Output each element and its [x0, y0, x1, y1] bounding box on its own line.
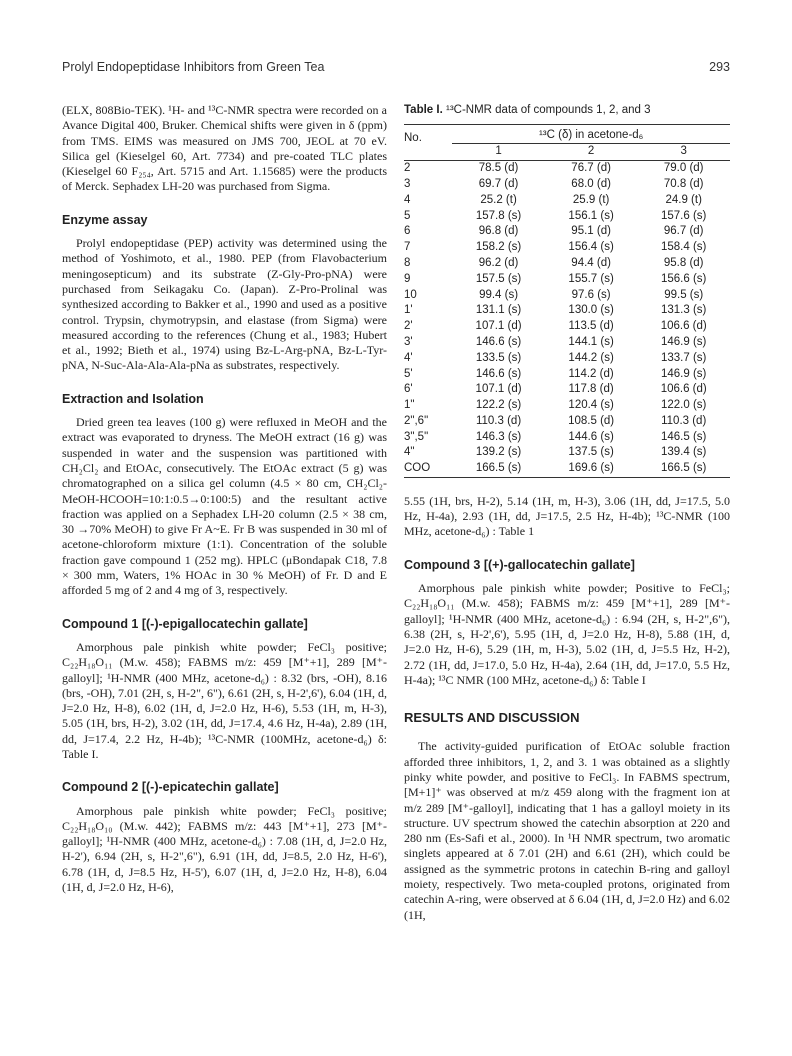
table-cell: 25.2 (t) [480, 193, 517, 206]
page-number: 293 [709, 60, 730, 74]
table-cell: 156.1 (s) [568, 209, 614, 222]
table-cell: 117.8 (d) [568, 383, 614, 396]
table-cell: 79.0 (d) [637, 160, 730, 176]
table-cell: 122.0 (s) [661, 399, 707, 412]
results-paragraph: The activity-guided purification of EtOAc soluble fraction afforded three inhibitors, 1, 2, and 3. 1 was obtained as a slightly pinky white powder, and positive to FeCl₃. In FABMS spectrum, [M+1]⁺ was observed at m/z 459 along with the fragment ion at m/z 289 [M⁺-galloyl], indicating that 1 has a galloyl moiety in its structure. UV spectrum showed the catechin absorption at 220 and 280 nm (Es-Safi et al., 2000). In ¹H NMR spectrum, two aromatic singlets appeared at δ 7.01 (2H) and 6.61 (2H), which could be assigned as the symmetric protons in catechin B-ring and galloyl moiety, respectively. Two meta-coupled protons, originated from catechin A-ring, were observed at δ 6.04 (1H, d, J=2.0 Hz) and 6.02 (1H, [404, 739, 730, 922]
table-cell: 114.2 (d) [568, 367, 614, 380]
table-cell: 95.8 (d) [663, 256, 704, 269]
table-cell-no: 3",5" [404, 430, 429, 443]
table-cell: 157.5 (s) [475, 272, 522, 285]
compound3-paragraph: Amorphous pale pinkish white powder; Positive to FeCl₃; C₂₂H₁₈O₁₁ (M.w. 458); FABMS m/z: 459 [M⁺+1], 289 [M⁺-galloyl]; ¹H-NMR (400 MHz, acetone-d₆) : 6.94 (2H, s, H-2",6"), 6.38 (2H, s, H-2',6'), 5.95 (1H, d, J=2.0 Hz, H-8), 5.88 (1H, d, J=2.0 Hz, H-6), 5.29 (1H, m, H-3), 5.02 (1H, d, J=5.5 Hz, H-2), 2.72 (1H, dd, J=17.0, 5.0 Hz, H-4a), 2.64 (1H, dd, J=17.0, 5.5 Hz, H-4a); ¹³C NMR (100 MHz, acetone-d₆) δ: Table I [404, 581, 730, 687]
table-row [404, 414, 730, 430]
table-cell: 157.6 (s) [661, 209, 707, 222]
table-cell: 146.5 (s) [661, 430, 707, 443]
results-heading: RESULTS AND DISCUSSION [404, 710, 580, 726]
table-cell: 108.5 (d) [568, 414, 615, 427]
table-cell-no: 4' [404, 351, 413, 364]
compound2-paragraph: Amorphous pale pinkish white powder; FeCl₃ positive; C₂₂H₁₈O₁₀ (M.w. 442); FABMS m/z: 443 [M⁺+1], 273 [M⁺-galloyl]; ¹H-NMR (400 MHz, acetone-d₆) : 7.08 (1H, d, J=2.0 Hz, H-2'), 6.94 (2H, s, H-2",6"), 6.91 (1H, dd, J=8.5, 2.0 Hz, H-6'), 6.78 (1H, d, J=8.5 Hz, H-5'), 6.07 (1H, d, J=2.0 Hz, H-8), 6.04 (1H, d, J=2.0 Hz, H-6), [62, 803, 387, 895]
table-body [404, 160, 730, 477]
table-row [404, 271, 730, 287]
enzyme-assay-heading: Enzyme assay [62, 212, 148, 227]
table-cell: 110.3 (d) [475, 414, 522, 427]
table-cell: 156.6 (s) [661, 272, 707, 285]
table-row [404, 350, 730, 366]
table-cell: 96.7 (d) [663, 225, 704, 238]
left-column [62, 103, 387, 895]
table-cell-no: 4" [404, 446, 415, 459]
table-cell: 76.7 (d) [545, 160, 638, 176]
table-cell: 158.2 (s) [475, 241, 522, 254]
journal-title: Prolyl Endopeptidase Inhibitors from Green Tea [62, 60, 325, 74]
table-cell-no: 10 [404, 288, 417, 301]
table-cell: 156.4 (s) [568, 241, 614, 254]
table-cell: 146.6 (s) [475, 367, 522, 380]
table-row [404, 461, 730, 477]
table-cell: 24.9 (t) [665, 193, 702, 206]
table-cell: 122.2 (s) [475, 399, 522, 412]
table-cell-no: 2",6" [404, 414, 429, 427]
table-cell-no: 3 [404, 177, 411, 190]
table-row [404, 208, 730, 224]
table-cell: 99.4 (s) [479, 288, 519, 301]
table-cell: 146.3 (s) [475, 430, 522, 443]
table-cell-no: 2' [404, 320, 413, 333]
table-cell: 113.5 (d) [568, 320, 614, 333]
table-cell-no: 5' [404, 367, 413, 380]
extraction-paragraph: Dried green tea leaves (100 g) were refluxed in MeOH and the extract was evaporated to dryness. The MeOH extract (16 g) was suspended in water and the suspension was partitioned with CH₂Cl₂ and EtOAc, consecutively. The EtOAc extract (5 g) was chromatographed on a silica gel column (4.5 × 80 cm, CH₂Cl₂-MeOH-HCOOH=10:1:0.5→0:100:5) and the resultant active fraction was applied on a Sephadex LH-20 column (2.5 × 38 cm, 30 →70% MeOH) to give Fr A~E. Fr B was suspended in 30 ml of acetone-chloroform mixture (1:1). Concentration of the soluble fraction gave compound 1 (252 mg). HPLC (μBondapak C18, 7.8 × 300 mm, Waters, 1% HOAc in 30 % MeOH) of Fr. D and E afforded 5 mg of 2 and 4 mg of 3, respectively. [62, 415, 387, 598]
table-row [404, 287, 730, 303]
table-label: Table I. [404, 104, 443, 116]
table-cell: 133.7 (s) [661, 351, 707, 364]
intro-paragraph: (ELX, 808Bio-TEK). ¹H- and ¹³C-NMR spectra were recorded on a Avance Digital 400, Bruker. Chemical shifts were given in δ (ppm) from TMS. EIMS was measured on JMS 700, JEOL at 70 eV. Silica gel (Kieselgel 60, Art. 7734) and pre-coated TLC plates (Kieselgel 60 F₂₅₄, Art. 5715 and Art. 1.15685) were the products of Merck. Sephadex LH-20 was purchased from Sigma. [62, 103, 387, 194]
table-cell: 120.4 (s) [568, 399, 614, 412]
table-cell: 139.2 (s) [475, 446, 522, 459]
table-cell: 97.6 (s) [571, 288, 611, 301]
table-title-text: ¹³C-NMR data of compounds 1, 2, and 3 [445, 104, 651, 116]
table-cell: 78.5 (d) [452, 160, 545, 176]
table-row [404, 160, 730, 176]
table-caption [404, 103, 730, 118]
table-cell: 131.1 (s) [475, 304, 522, 317]
table-cell: 139.4 (s) [661, 446, 707, 459]
no-header: No. [404, 132, 422, 145]
table-row [404, 335, 730, 351]
table-cell: 69.7 (d) [478, 177, 519, 190]
table-cell: 99.5 (s) [664, 288, 704, 301]
table-row [404, 429, 730, 445]
table-cell-no: COO [404, 462, 431, 475]
table-cell: 70.8 (d) [663, 177, 704, 190]
table-cell-no: 6' [404, 383, 413, 396]
table-row [404, 256, 730, 272]
table-cell: 107.1 (d) [475, 320, 522, 333]
table-cell-no: 8 [404, 256, 411, 269]
table-cell: 144.2 (s) [568, 351, 614, 364]
table-cell-no: 1' [404, 304, 413, 317]
table-cell: 96.2 (d) [478, 256, 519, 269]
extraction-heading: Extraction and Isolation [62, 391, 204, 406]
table-cell: 144.6 (s) [568, 430, 614, 443]
table-cell: 106.6 (d) [660, 320, 707, 333]
table-cell-no: 6 [404, 225, 411, 238]
spanner-header: ¹³C (δ) in acetone-d₆ [452, 125, 730, 144]
table-cell: 68.0 (d) [571, 177, 611, 190]
table-row [404, 398, 730, 414]
compound3-heading: Compound 3 [(+)-gallocatechin gallate] [404, 557, 635, 572]
col-header-2: 2 [587, 145, 595, 158]
table-cell-no: 1" [404, 399, 415, 412]
compound2-heading: Compound 2 [(-)-epicatechin gallate] [62, 780, 279, 795]
table-cell-no: 5 [404, 209, 411, 222]
table-row [404, 192, 730, 208]
table-cell: 166.5 (s) [661, 462, 707, 475]
running-header [62, 60, 730, 80]
table-cell-no: 4 [404, 193, 411, 206]
table-row [404, 303, 730, 319]
table-cell-no: 7 [404, 241, 411, 254]
table-cell: 96.8 (d) [478, 225, 519, 238]
col-header-1: 1 [495, 145, 502, 158]
table-cell: 157.8 (s) [475, 209, 522, 222]
table-cell: 169.6 (s) [568, 462, 614, 475]
table-cell: 146.6 (s) [475, 335, 522, 348]
right-column [404, 103, 730, 923]
compound2-continued: 5.55 (1H, brs, H-2), 5.14 (1H, m, H-3), 3.06 (1H, dd, J=17.5, 5.0 Hz, H-4a), 2.93 (1H, dd, J=17.5, 2.5 Hz, H-4b); ¹³C-NMR (100 MHz, acetone-d₆) : Table 1 [404, 493, 730, 539]
table-cell: 144.1 (s) [568, 335, 614, 348]
table-row [404, 382, 730, 398]
table-row [404, 240, 730, 256]
table-cell: 106.6 (d) [660, 383, 707, 396]
table-cell: 137.5 (s) [568, 446, 614, 459]
table-cell: 130.0 (s) [568, 304, 614, 317]
table-cell-no: 9 [404, 272, 411, 285]
table-cell: 158.4 (s) [661, 241, 707, 254]
table-cell-no: 2 [404, 160, 452, 176]
table-cell: 155.7 (s) [568, 272, 614, 285]
table-cell: 107.1 (d) [475, 383, 522, 396]
compound1-heading: Compound 1 [(-)-epigallocatechin gallate] [62, 616, 308, 631]
table-cell-no: 3' [404, 335, 413, 348]
table-cell: 94.4 (d) [571, 256, 611, 269]
table-cell: 110.3 (d) [661, 414, 707, 427]
table-row [404, 445, 730, 461]
table-cell: 146.9 (s) [661, 367, 707, 380]
table-row [404, 224, 730, 240]
table-row [404, 177, 730, 193]
nmr-table [404, 124, 730, 478]
compound1-paragraph: Amorphous pale pinkish white powder; FeCl₃ positive; C₂₂H₁₈O₁₁ (M.w. 458); FABMS m/z: 459 [M⁺+1], 289 [M⁺-galloyl]; ¹H-NMR (400 MHz, acetone-d₆) : 8.32 (brs, -OH), 8.16 (brs, -OH), 7.01 (2H, s, H-2", 6"), 6.61 (2H, s, H-2',6'), 6.04 (1H, d, J=2.0 Hz, H-8), 6.02 (1H, d, J=2.0 Hz, H-6), 5.53 (1H, m, H-3), 5.05 (1H, brs, H-2), 3.02 (1H, dd, J=17.4, 4.6 Hz, H-4a), 2.89 (1H, dd, J=17.4, 2.2 Hz, H-4b); ¹³C-NMR (100MHz, acetone-d₆) δ: Table I. [62, 639, 387, 761]
table-cell: 25.9 (t) [572, 193, 610, 206]
table-cell: 95.1 (d) [571, 225, 611, 238]
table-row [404, 319, 730, 335]
table-cell: 146.9 (s) [661, 335, 707, 348]
table-cell: 131.3 (s) [661, 304, 707, 317]
enzyme-assay-paragraph: Prolyl endopeptidase (PEP) activity was determined using the method of Yoshimoto, et al., 1980. PEP (from Flavobacterium meningosepticum) and its substrate (Z-Gly-Pro-pNA) were purchased from Seikagaku Co. (Japan). Z-Pro-Prolinal was synthesized according to Bakker et al., 1990 and used as a positive control. Trypsin, chymotrypsin, and elastase (from Sigma) were measured according to the references (Chung et al., 1983; Hubert et al., 1992; Bieth et al., 1974) using Bz-L-Arg-pNA, Bz-L-Tyr-pNA, N-Suc-Ala-Ala-Ala-pNa as substrates, respectively. [62, 236, 387, 373]
table-cell: 133.5 (s) [475, 351, 522, 364]
col-header-3: 3 [680, 145, 687, 158]
table-cell: 166.5 (s) [475, 462, 522, 475]
table-row [404, 366, 730, 382]
